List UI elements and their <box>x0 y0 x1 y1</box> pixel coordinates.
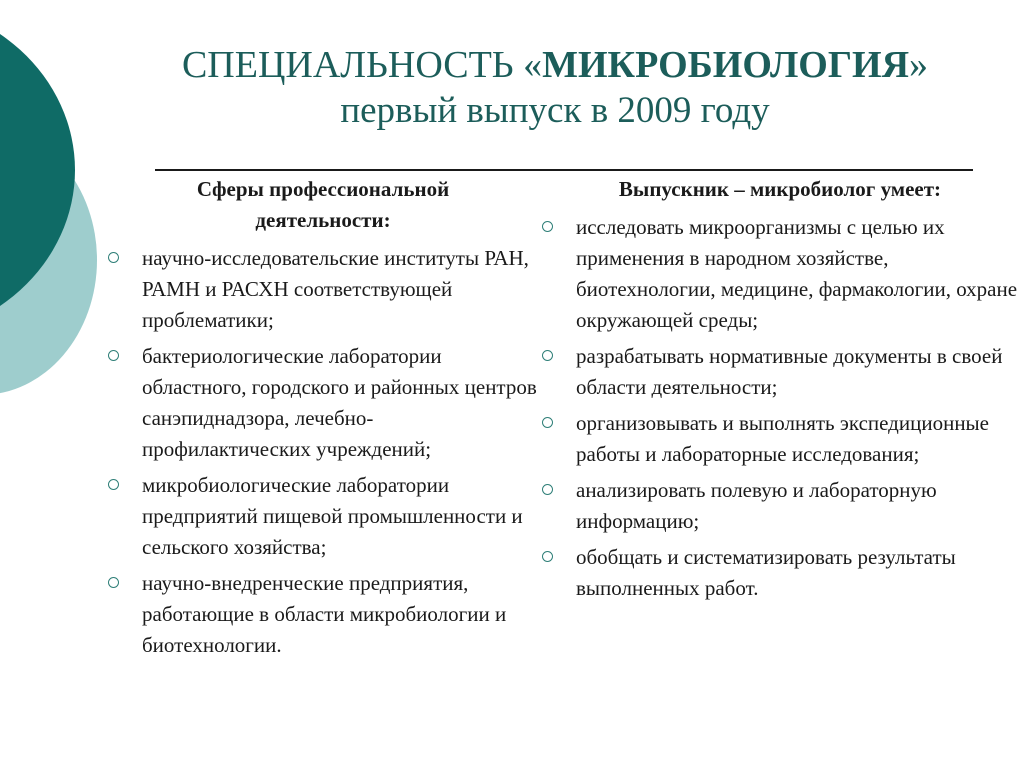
list-item <box>542 408 1018 470</box>
bullet-icon <box>108 577 119 588</box>
left-column-heading: Сферы профессиональной деятельности: <box>196 177 450 232</box>
list-item-text: научно-исследовательские институты РАН, РАМН и РАСХН соответствующей проблематики; <box>142 246 529 332</box>
list-item <box>108 470 538 563</box>
divider-line <box>155 169 973 171</box>
bullet-icon <box>542 221 553 232</box>
bullet-icon <box>542 417 553 428</box>
bullet-icon <box>542 551 553 562</box>
title-emphasis: МИКРОБИОЛОГИЯ <box>542 44 910 86</box>
title-suffix: » <box>909 44 929 86</box>
list-item <box>542 475 1018 537</box>
bullet-icon <box>108 252 119 263</box>
list-item <box>542 212 1018 336</box>
list-item-text: организовывать и выполнять экспедиционные работы и лабораторные исследования; <box>576 411 989 466</box>
slide-title <box>100 44 1010 132</box>
list-item-text: бактериологические лаборатории областного, городского и районных центров санэпиднадзора, лечебно-профилактических учреждений; <box>142 344 537 461</box>
bullet-icon <box>542 484 553 495</box>
right-column-list <box>542 212 1018 604</box>
list-item-text: микробиологические лаборатории предприятий пищевой промышленности и сельского хозяйства; <box>142 473 523 559</box>
right-column <box>542 174 1018 609</box>
list-item <box>542 542 1018 604</box>
list-item-text: разрабатывать нормативные документы в своей области деятельности; <box>576 344 1003 399</box>
list-item <box>108 243 538 336</box>
list-item-text: анализировать полевую и лабораторную информацию; <box>576 478 937 533</box>
list-item <box>542 341 1018 403</box>
left-column <box>108 174 538 666</box>
list-item <box>108 341 538 465</box>
slide-subtitle: первый выпуск в 2009 году <box>340 89 770 131</box>
bullet-icon <box>108 350 119 361</box>
bullet-icon <box>542 350 553 361</box>
right-column-heading: Выпускник – микробиолог умеет: <box>618 177 942 201</box>
list-item-text: исследовать микроорганизмы с целью их применения в народном хозяйстве, биотехнологии, медицине, фармакологии, охране окружающей среды; <box>576 215 1018 332</box>
title-prefix: СПЕЦИАЛЬНОСТЬ « <box>181 44 543 86</box>
list-item <box>108 568 538 661</box>
list-item-text: научно-внедренческие предприятия, работающие в области микробиологии и биотехнологии. <box>142 571 507 657</box>
left-column-list <box>108 243 538 661</box>
title-line <box>100 44 1010 88</box>
bullet-icon <box>108 479 119 490</box>
list-item-text: обобщать и систематизировать результаты выполненных работ. <box>576 545 956 600</box>
